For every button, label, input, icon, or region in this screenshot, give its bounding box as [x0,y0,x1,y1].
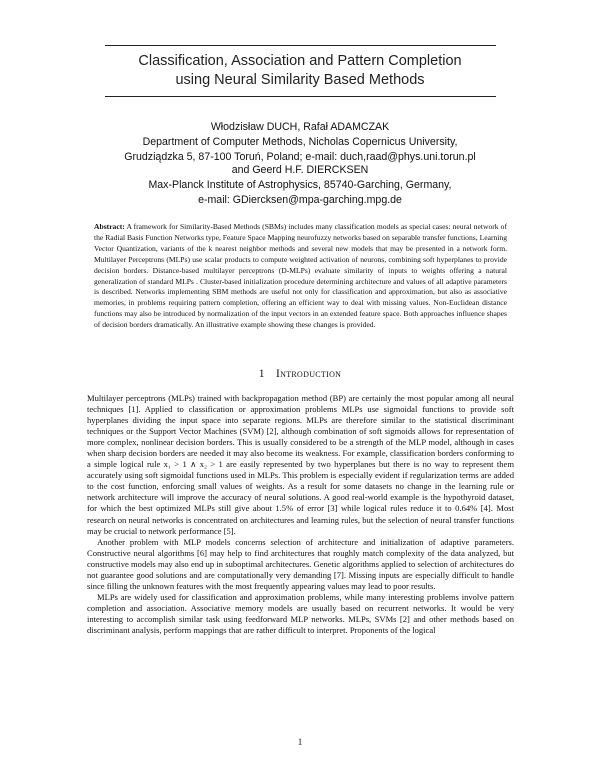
abstract-text: A framework for Similarity-Based Methods (SBMs) includes many classification models as special cases: neural network of the Radial Basis Function Networks type, Feature Space Mapping neurofuzzy networks based on separable transfer functions, Learning Vector Quantization, variants of the k nearest neighbor methods and several new models that may be presented in a network form. Multilayer Perceptrons (MLPs) use scalar products to compute weighted activation of neurons, combining soft hyperplanes to provide decision borders. Distance-based multilayer perceptrons (D-MLPs) evaluate similarity of inputs to weights offering a natural generalization of standard MLPs . Cluster-based initialization procedure determining architecture and values of all adaptive parameters is described. Networks implementing SBM methods are useful not only for classification and approximation, but also as associative memories, in problems requiring pattern completion, offering an efficient way to deal with missing values. Non-Euclidean distance functions may also be introduced by normalization of the input vectors in an extended feature space. Both approaches influence shapes of decision borders dramatically. An illustrative example showing these changes is provided. [94,222,507,330]
paragraph-3: MLPs are widely used for classification and approximation problems, while many interesting problems involve pattern completion and association. Associative memory models are usually based on recurrent networks. It would be very interesting to accomplish similar task using feedforward MLP networks. MLPs, SVMs [2] and other methods based on discriminant analysis, perform mappings that are rather difficult to interpret. Proponents of the logical [87,591,514,635]
paragraph-1: Multilayer perceptrons (MLPs) trained with backpropagation method (BP) are certainly the most popular among all neural techniques [1]. Applied to classification or approximation problems MLPs use sigmoidal functions to provide soft hyperplanes dividing the input space into separate regions. MLPs are therefore similar to the statistical discriminant techniques or the Support Vector Machines (SVM) [2], although combination of soft sigmoids allows for representation of more complex, nonlinear decision borders. This is usually considered to be a strength of the MLP model, although in cases when sharp decision borders are needed it may also become its weakness. For example, classification borders conforming to a simple logical rule x₁ > 1 ∧ x₂ > 1 are easily represented by two hyperplanes but there is no way to represent them accurately using soft sigmoidal functions used in MLPs. This problem is especially evident if regularization terms are added to the cost function, enforcing small values of weights. As a result for some datasets no change in the learning rule or network architecture will improve the accuracy of neural solutions. A good real-world example is the hypothyroid dataset, for which the best optimized MLPs still give about 1.5% of error [3] while logical rules reduce it to 0.64% [4]. Most research on neural networks is concentrated on architectures and learning rules, but the selection of neural transfer functions may be crucial to network performance [5]. [87,393,514,536]
affiliation-1-line-2: Grudziądzka 5, 87-100 Toruń, Poland; e-mail: duch,raad@phys.uni.torun.pl [124,151,476,163]
affiliation-2-line-1: Max-Planck Institute of Astrophysics, 85740-Garching, Germany, [148,179,452,191]
paper-title [60,52,540,90]
affiliation-2-line-2: e-mail: GDiercksen@mpa-garching.mpg.de [198,194,402,206]
section-heading [0,368,600,380]
title-bottom-rule [105,96,496,97]
author-block-1 [40,120,560,165]
abstract [94,222,507,331]
section-number: 1 [258,368,265,380]
body-text [87,393,514,636]
abstract-label: Abstract: [94,222,125,231]
title-line-2: using Neural Similarity Based Methods [175,72,425,88]
author-names-2: and Geerd H.F. DIERCKSEN [231,164,369,176]
affiliation-1-line-1: Department of Computer Methods, Nicholas Copernicus University, [142,136,458,148]
page-number: 1 [297,737,303,747]
paragraph-2: Another problem with MLP models concerns selection of architecture and initialization of adaptive parameters. Constructive neural algorithms [6] may help to find architectures that roughly match complexity of the data analyzed, but constructive models may also end up in suboptimal architectures. Genetic algorithms applied to selection of architectures do not guarantee good solutions and are computationally very demanding [7]. Missing inputs are especially difficult to handle since filling the unknown features with the most frequently appearing values may lead to poor results. [87,536,514,591]
section-title: Introduction [276,368,342,380]
title-top-rule [105,45,496,46]
title-line-1: Classification, Association and Pattern Completion [138,53,462,69]
author-block-2 [40,163,560,208]
author-names-1: Włodzisław DUCH, Rafał ADAMCZAK [210,121,390,133]
